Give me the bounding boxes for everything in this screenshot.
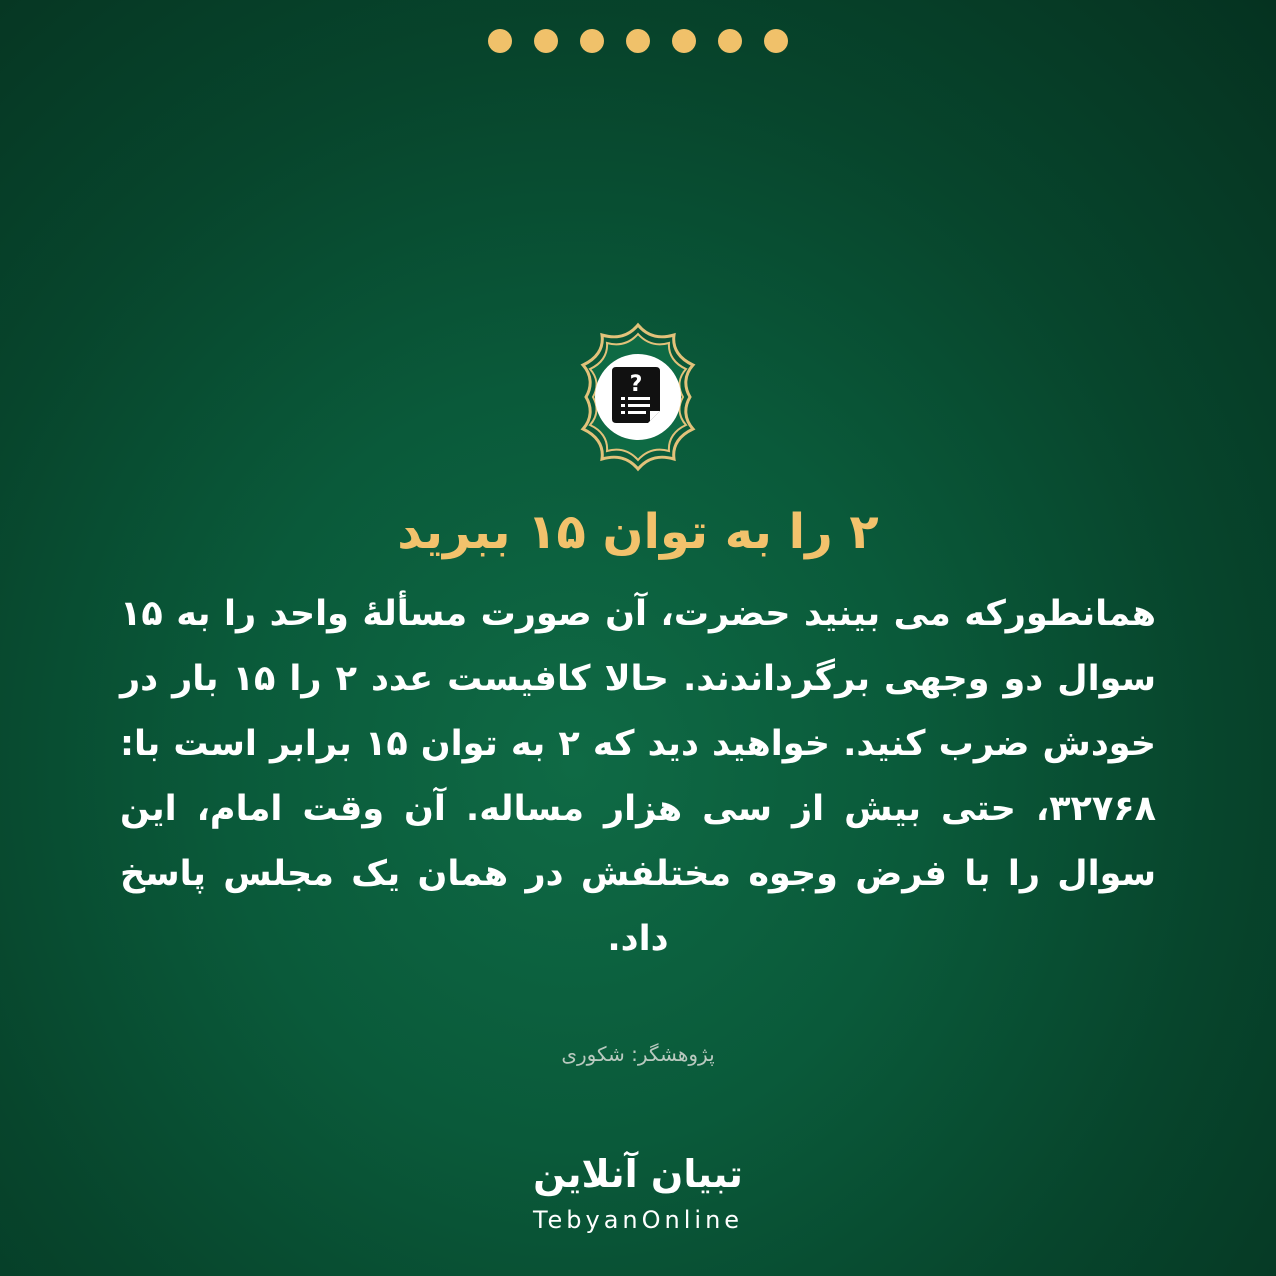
question-document-icon (563, 322, 713, 472)
dot (488, 29, 512, 53)
svg-text:?: ? (629, 372, 643, 397)
dot (718, 29, 742, 53)
dot (764, 29, 788, 53)
dot (534, 29, 558, 53)
dot (580, 29, 604, 53)
logo-persian-text: تبیان آنلاین (533, 1152, 743, 1196)
brand-logo (0, 1148, 1276, 1240)
dot (672, 29, 696, 53)
researcher-credit: پژوهشگر: شکوری (561, 1042, 715, 1066)
body-paragraph: همانطورکه می بینید حضرت، آن صورت مسألۀ واحد را به ۱۵ سوال دو وجهی برگرداندند. حالا کافیست عدد ۲ را ۱۵ بار در خودش ضرب کنید. خواهید دید که ۲ به توان ۱۵ برابر است با: ۳۲۷۶۸، حتی بیش از سی هزار مساله. آن وقت امام، این سوال را با فرض وجوه مختلفش در همان یک مجلس پاسخ داد. (120, 594, 1156, 959)
dot (626, 29, 650, 53)
logo-english-text: TebyanOnline (532, 1206, 744, 1234)
page-indicator-dots (0, 29, 1276, 53)
page-title: ۲ را به توان ۱۵ ببرید (397, 504, 879, 560)
